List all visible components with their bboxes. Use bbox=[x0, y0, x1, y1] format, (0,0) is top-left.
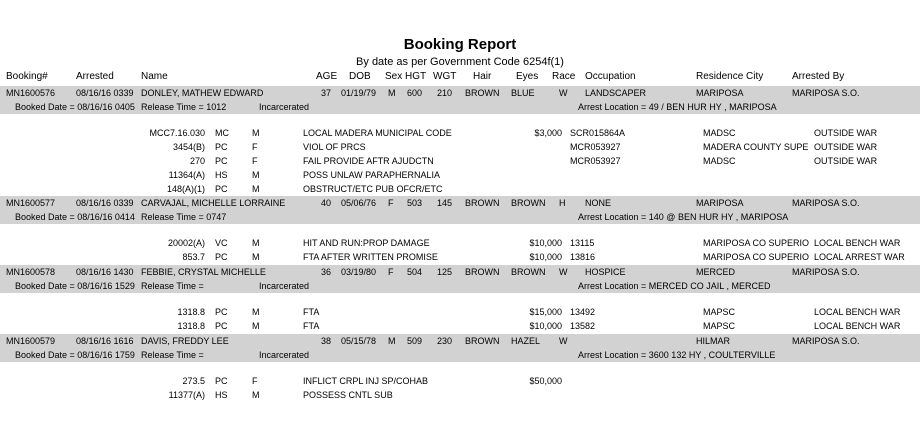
release-time: Release Time = bbox=[141, 281, 204, 291]
charge-type: PC bbox=[215, 184, 228, 194]
hair-value: BROWN bbox=[465, 88, 500, 98]
header-eyes: Eyes bbox=[516, 71, 539, 82]
arrested-datetime: 08/16/16 0339 bbox=[76, 88, 134, 98]
charge-description: FTA bbox=[303, 321, 320, 331]
court-name: MAPSC bbox=[703, 321, 736, 331]
charge-code: 148(A)(1) bbox=[166, 184, 205, 194]
charge-type: VC bbox=[215, 238, 228, 248]
bail-amount: $50,000 bbox=[529, 376, 562, 386]
arrested-by-value: MARIPOSA S.O. bbox=[792, 336, 860, 346]
header-race: Race bbox=[552, 71, 576, 82]
inmate-name: FEBBIE, CRYSTAL MICHELLE bbox=[141, 267, 266, 277]
case-number: 13115 bbox=[570, 238, 595, 248]
charge-description: INFLICT CRPL INJ SP/COHAB bbox=[303, 376, 429, 386]
charge-level: F bbox=[252, 156, 258, 166]
height-value: 600 bbox=[407, 88, 423, 98]
warrant-type: OUTSIDE WAR bbox=[814, 156, 878, 166]
warrant-type: LOCAL ARREST WAR bbox=[814, 252, 905, 262]
charge-type: PC bbox=[215, 321, 228, 331]
court-name: MARIPOSA CO SUPERIO bbox=[703, 252, 810, 262]
hair-value: BROWN bbox=[465, 336, 500, 346]
sex-value: F bbox=[388, 198, 394, 208]
warrant-type: LOCAL BENCH WAR bbox=[814, 307, 901, 317]
custody-status: Incarcerated bbox=[259, 350, 310, 360]
charge-code: 11377(A) bbox=[168, 390, 205, 400]
record-booking-band bbox=[0, 100, 920, 114]
charge-description: FTA bbox=[303, 307, 320, 317]
charge-type: PC bbox=[215, 376, 228, 386]
header-hair: Hair bbox=[473, 71, 492, 82]
header-booking: Booking# bbox=[6, 71, 48, 82]
custody-status: Incarcerated bbox=[259, 281, 310, 291]
booking-number: MN1600577 bbox=[6, 198, 56, 208]
sex-value: F bbox=[388, 267, 394, 277]
court-name: MARIPOSA CO SUPERIO bbox=[703, 238, 810, 248]
inmate-name: DAVIS, FREDDY LEE bbox=[141, 336, 229, 346]
dob-value: 05/15/78 bbox=[341, 336, 377, 346]
report-title: Booking Report bbox=[403, 36, 517, 53]
arrest-location: Arrest Location = 3600 132 HY , COULTERVILLE bbox=[578, 350, 776, 360]
arrest-location: Arrest Location = 49 / BEN HUR HY , MARIPOSA bbox=[578, 102, 777, 112]
booked-date: Booked Date = 08/16/16 1529 bbox=[15, 281, 135, 291]
charge-description: OBSTRUCT/ETC PUB OFCR/ETC bbox=[303, 184, 443, 194]
race-value: H bbox=[559, 198, 566, 208]
record-header-band bbox=[0, 86, 920, 100]
sex-value: M bbox=[388, 88, 396, 98]
charge-description: VIOL OF PRCS bbox=[303, 142, 366, 152]
charge-code: 273.5 bbox=[182, 376, 205, 386]
charge-code: 853.7 bbox=[182, 252, 205, 262]
charge-level: M bbox=[252, 390, 260, 400]
dob-value: 01/19/79 bbox=[341, 88, 377, 98]
charge-type: MC bbox=[215, 128, 229, 138]
header-occupation: Occupation bbox=[585, 71, 636, 82]
record-header-band bbox=[0, 196, 920, 210]
booking-number: MN1600578 bbox=[6, 267, 56, 277]
bail-amount: $10,000 bbox=[529, 252, 562, 262]
occupation-value: LANDSCAPER bbox=[585, 88, 647, 98]
header-dob: DOB bbox=[349, 71, 371, 82]
case-number: 13816 bbox=[570, 252, 596, 262]
booking-number: MN1600579 bbox=[6, 336, 56, 346]
record-booking-band bbox=[0, 279, 920, 293]
charge-description: LOCAL MADERA MUNICIPAL CODE bbox=[303, 128, 452, 138]
age-value: 40 bbox=[321, 198, 332, 208]
case-number: MCR053927 bbox=[570, 142, 621, 152]
release-time: Release Time = bbox=[141, 350, 204, 360]
case-number: MCR053927 bbox=[570, 156, 621, 166]
arrested-datetime: 08/16/16 1616 bbox=[76, 336, 134, 346]
charge-type: PC bbox=[215, 252, 228, 262]
charge-level: M bbox=[252, 252, 260, 262]
bail-amount: $3,000 bbox=[534, 128, 562, 138]
height-value: 504 bbox=[407, 267, 423, 277]
court-name: MADSC bbox=[703, 156, 736, 166]
arrested-by-value: MARIPOSA S.O. bbox=[792, 88, 860, 98]
charge-level: M bbox=[252, 184, 260, 194]
residence-city-value: MARIPOSA bbox=[696, 88, 744, 98]
charge-code: 3454(B) bbox=[172, 142, 205, 152]
occupation-value: HOSPICE bbox=[585, 267, 626, 277]
header-wgt: WGT bbox=[433, 71, 457, 82]
arrest-location: Arrest Location = 140 @ BEN HUR HY , MARIPOSA bbox=[578, 212, 789, 222]
height-value: 509 bbox=[407, 336, 423, 346]
court-name: MADSC bbox=[703, 128, 736, 138]
arrest-location: Arrest Location = MERCED CO JAIL , MERCED bbox=[578, 281, 771, 291]
charge-code: 1318.8 bbox=[177, 307, 205, 317]
hair-value: BROWN bbox=[465, 267, 500, 277]
hair-value: BROWN bbox=[465, 198, 500, 208]
residence-city-value: MERCED bbox=[696, 267, 736, 277]
booking-number: MN1600576 bbox=[6, 88, 56, 98]
arrested-by-value: MARIPOSA S.O. bbox=[792, 267, 860, 277]
court-name: MADERA COUNTY SUPE bbox=[703, 142, 809, 152]
release-time: Release Time = 0747 bbox=[141, 212, 227, 222]
header-hgt: HGT bbox=[405, 71, 427, 82]
report-subtitle: By date as per Government Code 6254f(1) bbox=[356, 56, 564, 68]
dob-value: 03/19/80 bbox=[341, 267, 377, 277]
record-header-band bbox=[0, 265, 920, 279]
charge-description: FAIL PROVIDE AFTR AJUDCTN bbox=[303, 156, 434, 166]
height-value: 503 bbox=[407, 198, 423, 208]
header-arrested: Arrested bbox=[76, 71, 114, 82]
case-number: 13582 bbox=[570, 321, 596, 331]
charge-code: 20002(A) bbox=[167, 238, 205, 248]
header-name: Name bbox=[141, 71, 168, 82]
charge-level: F bbox=[252, 376, 258, 386]
eyes-value: BLUE bbox=[511, 88, 535, 98]
residence-city-value: HILMAR bbox=[696, 336, 731, 346]
charge-description: FTA AFTER WRITTEN PROMISE bbox=[303, 252, 438, 262]
dob-value: 05/06/76 bbox=[341, 198, 377, 208]
header-arrested-by: Arrested By bbox=[792, 71, 845, 82]
race-value: W bbox=[559, 267, 568, 277]
charge-code: 1318.8 bbox=[177, 321, 205, 331]
inmate-name: DONLEY, MATHEW EDWARD bbox=[141, 88, 264, 98]
residence-city-value: MARIPOSA bbox=[696, 198, 744, 208]
charge-description: POSS UNLAW PARAPHERNALIA bbox=[303, 170, 441, 180]
court-name: MAPSC bbox=[703, 307, 736, 317]
weight-value: 210 bbox=[437, 88, 453, 98]
warrant-type: OUTSIDE WAR bbox=[814, 128, 878, 138]
charge-description: HIT AND RUN:PROP DAMAGE bbox=[303, 238, 430, 248]
charge-level: M bbox=[252, 238, 260, 248]
booked-date: Booked Date = 08/16/16 0414 bbox=[15, 212, 135, 222]
header-sex: Sex bbox=[385, 71, 403, 82]
sex-value: M bbox=[388, 336, 396, 346]
charge-level: M bbox=[252, 307, 260, 317]
record-header-band bbox=[0, 334, 920, 348]
charge-type: HS bbox=[215, 390, 228, 400]
race-value: W bbox=[559, 88, 568, 98]
eyes-value: BROWN bbox=[511, 198, 546, 208]
eyes-value: BROWN bbox=[511, 267, 546, 277]
weight-value: 125 bbox=[437, 267, 453, 277]
booked-date: Booked Date = 08/16/16 1759 bbox=[15, 350, 135, 360]
charge-level: F bbox=[252, 142, 258, 152]
bail-amount: $10,000 bbox=[529, 321, 562, 331]
header-residence-city: Residence City bbox=[696, 71, 764, 82]
age-value: 36 bbox=[321, 267, 332, 277]
charge-code: 270 bbox=[189, 156, 205, 166]
warrant-type: OUTSIDE WAR bbox=[814, 142, 878, 152]
charge-code: MCC7.16.030 bbox=[149, 128, 205, 138]
case-number: SCR015864A bbox=[570, 128, 626, 138]
warrant-type: LOCAL BENCH WAR bbox=[814, 321, 901, 331]
release-time: Release Time = 1012 bbox=[141, 102, 227, 112]
custody-status: Incarcerated bbox=[259, 102, 310, 112]
arrested-datetime: 08/16/16 0339 bbox=[76, 198, 134, 208]
bail-amount: $15,000 bbox=[529, 307, 562, 317]
arrested-datetime: 08/16/16 1430 bbox=[76, 267, 134, 277]
charge-type: HS bbox=[215, 170, 228, 180]
occupation-value: NONE bbox=[585, 198, 612, 208]
charge-type: PC bbox=[215, 307, 228, 317]
bail-amount: $10,000 bbox=[529, 238, 562, 248]
charge-level: M bbox=[252, 128, 260, 138]
race-value: W bbox=[559, 336, 568, 346]
age-value: 37 bbox=[321, 88, 332, 98]
charge-description: POSSESS CNTL SUB bbox=[303, 390, 393, 400]
eyes-value: HAZEL bbox=[511, 336, 541, 346]
weight-value: 230 bbox=[437, 336, 453, 346]
weight-value: 145 bbox=[437, 198, 453, 208]
arrested-by-value: MARIPOSA S.O. bbox=[792, 198, 860, 208]
header-age: AGE bbox=[316, 71, 338, 82]
warrant-type: LOCAL BENCH WAR bbox=[814, 238, 901, 248]
age-value: 38 bbox=[321, 336, 332, 346]
inmate-name: CARVAJAL, MICHELLE LORRAINE bbox=[141, 198, 286, 208]
booked-date: Booked Date = 08/16/16 0405 bbox=[15, 102, 135, 112]
record-booking-band bbox=[0, 348, 920, 362]
charge-type: PC bbox=[215, 142, 228, 152]
charge-type: PC bbox=[215, 156, 228, 166]
charge-code: 11364(A) bbox=[168, 170, 205, 180]
case-number: 13492 bbox=[570, 307, 596, 317]
charge-level: M bbox=[252, 170, 260, 180]
charge-level: M bbox=[252, 321, 260, 331]
